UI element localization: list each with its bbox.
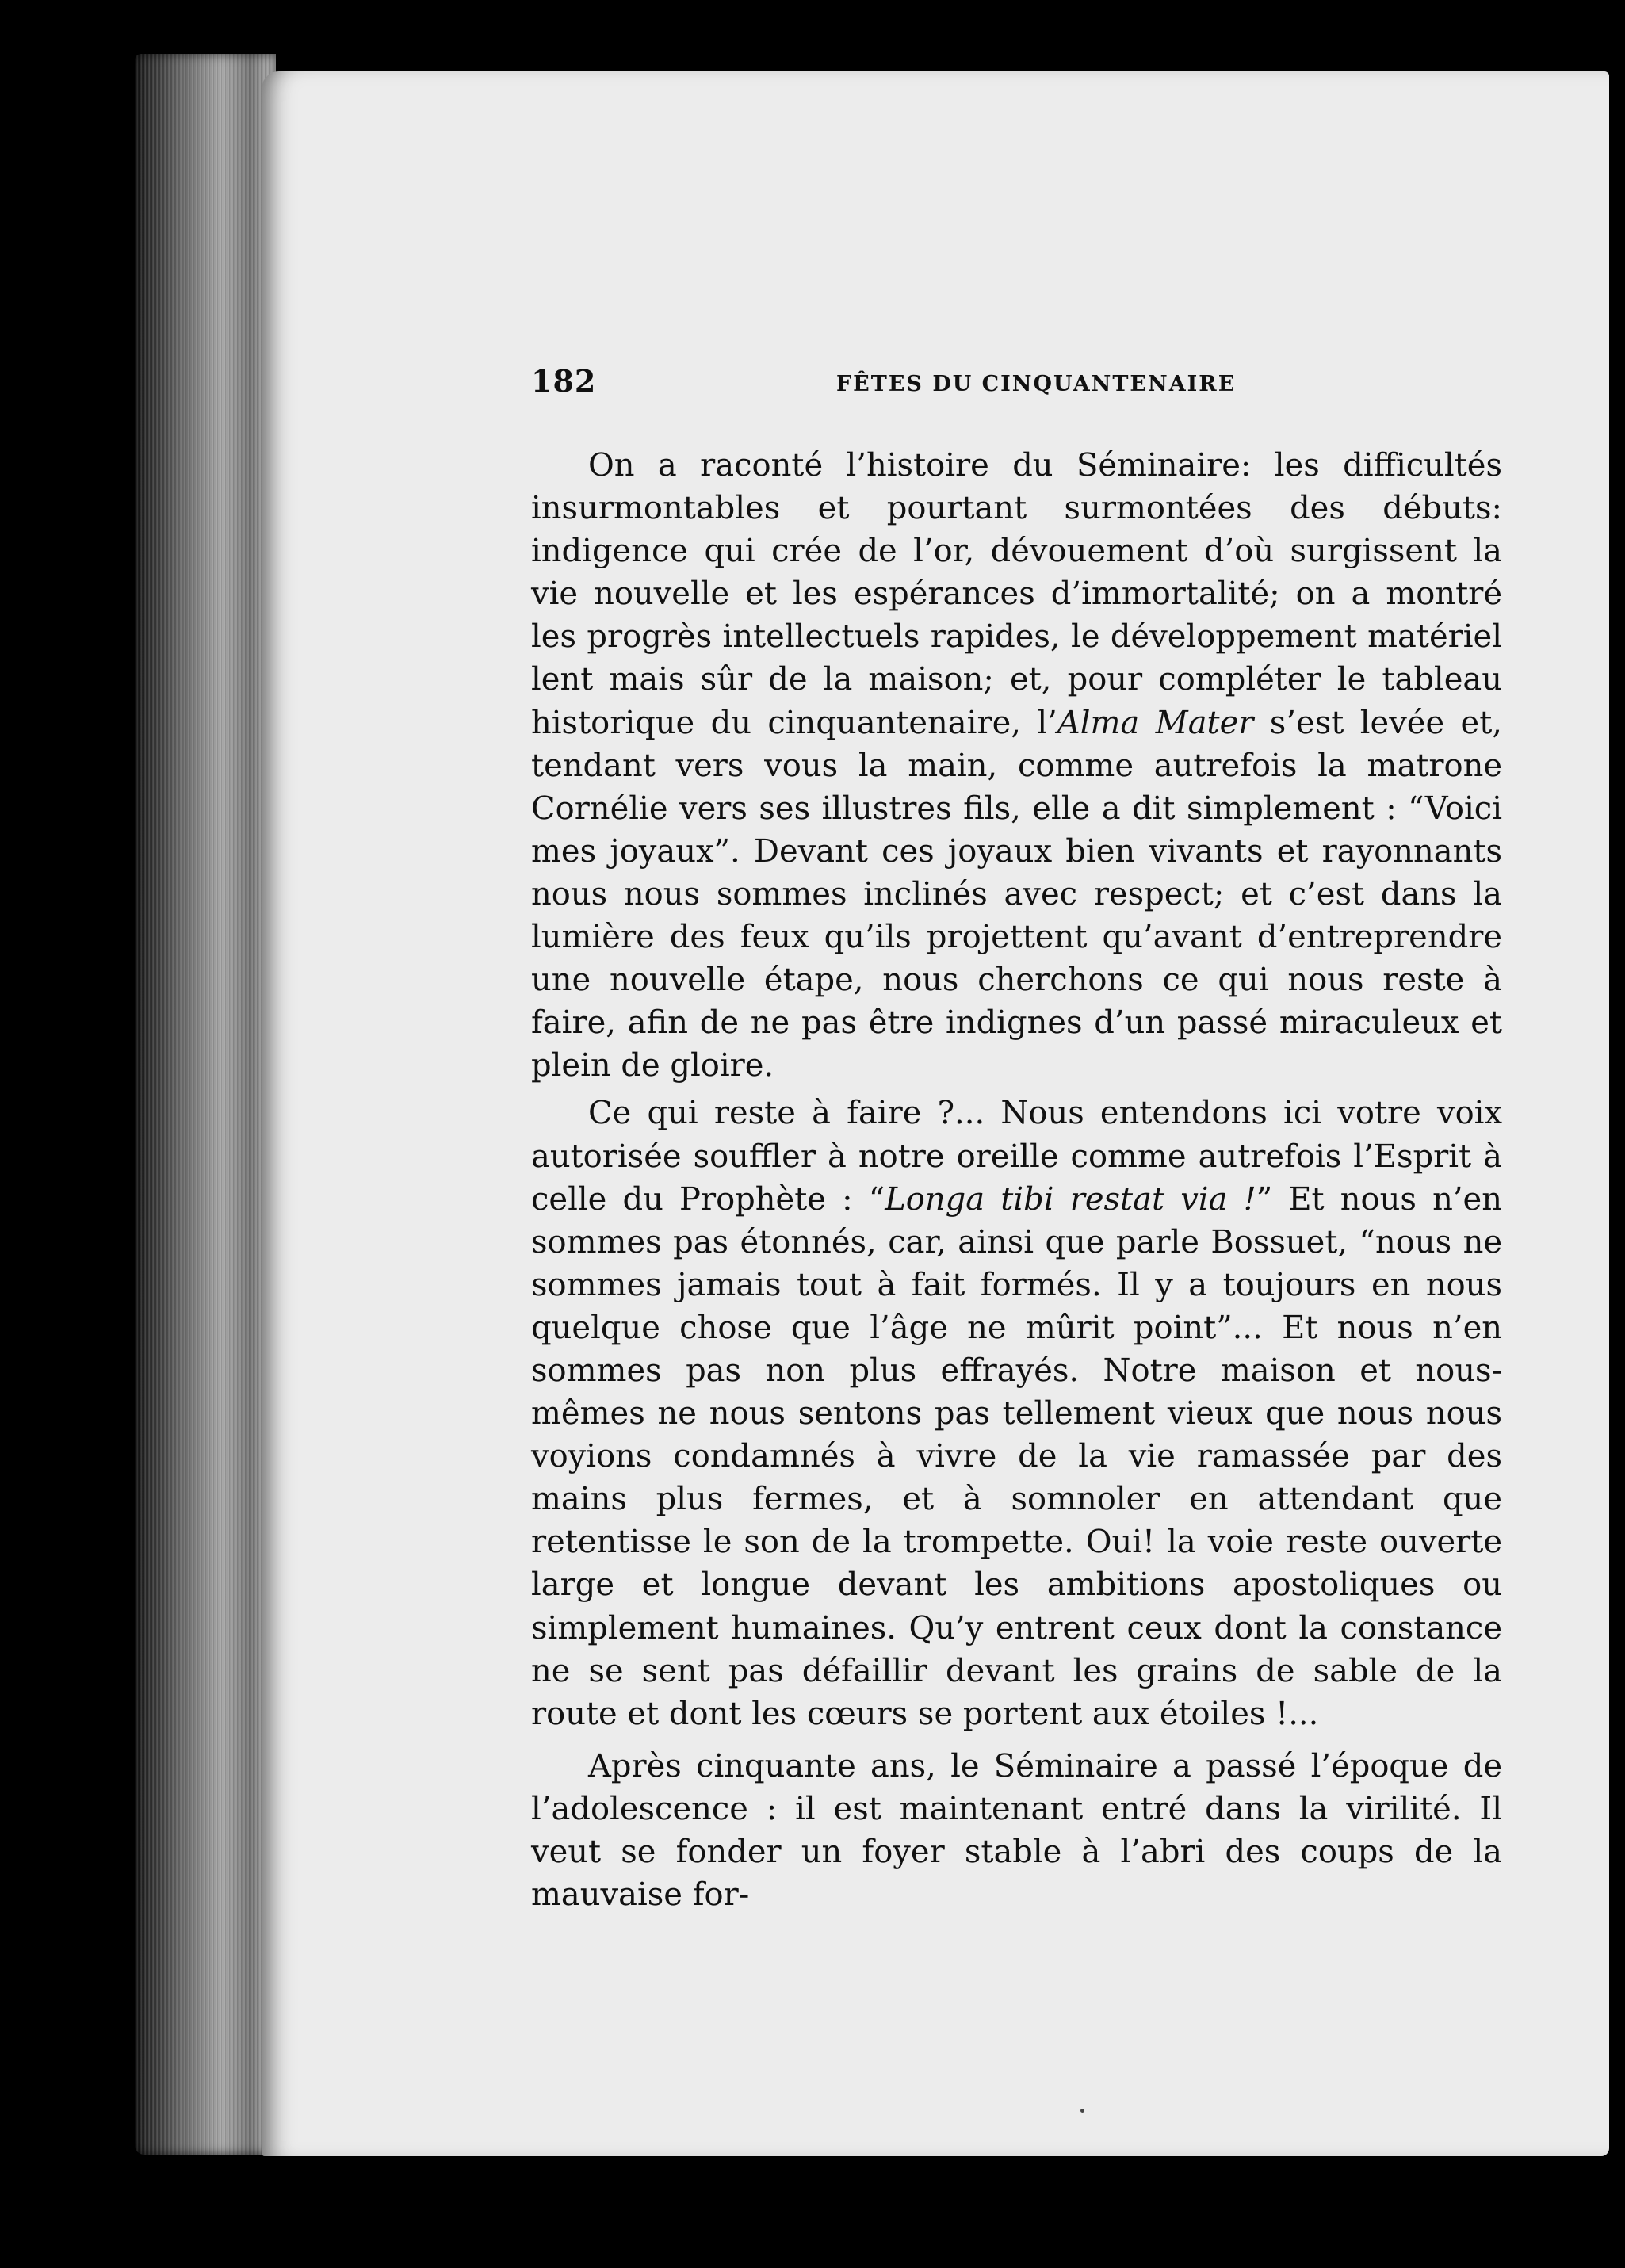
running-head: FÊTES DU CINQUANTENAIRE [836, 372, 1237, 396]
paragraph-2-after-italic: ” Et nous n’en sommes pas étonnés, car, ainsi que parle Bossuet, “nous ne sommes jamais tout à fait formés. Il y a toujours en nous quelque chose que l’âge ne mûrit point”... Et nous n’en sommes pas non plus effrayés. Notre maison et nous-mêmes ne nous sentons pas tellement vieux que nous nous voyions condamnés à vivre de la vie ramassée par des mains plus fermes, et à somnoler en attendant que retentisse le son de la trompette. Oui! la voie reste ouverte large et longue devant les ambitions apostoliques ou simplement humaines. Qu’y entrent ceux dont la constance ne se sent pas défaillir devant les grains de sable de la route et dont les cœurs se portent aux étoiles !... [531, 1180, 1502, 1732]
main-text [531, 444, 1502, 1916]
paragraph-1-after-italic: s’est levée et, tendant vers vous la main, comme autrefois la matrone Cornélie vers ses illustres fils, elle a dit simplement : “Voici mes joyaux”. Devant ces joyaux bien vivants et rayonnants nous nous sommes inclinés avec respect; et c’est dans la lumière des feux qu’ils projettent qu’avant d’entreprendre une nouvelle étape, nous cherchons ce qui nous reste à faire, afin de ne pas être indignes d’un passé miraculeux et plein de gloire. [531, 704, 1502, 1084]
page-header [531, 363, 1506, 419]
paragraph-1-text: On a raconté l’histoire du Séminaire: les difficultés insurmontables et pourtant surmontées des débuts: indigence qui crée de l’or, dévouement d’où surgissent la vie nouvelle et les espérances d’immortalité; on a montré les progrès intellectuels rapides, le développement matériel lent mais sûr de la maison; et, pour compléter le tableau historique du cinquantenaire, l’ [531, 447, 1502, 741]
longa-tibi-italic: Longa tibi restat via ! [885, 1180, 1256, 1218]
paragraph-3 [531, 1745, 1502, 1916]
paragraph-2-text: Ce qui reste à faire ?... Nous entendons ici votre voix autorisée souffler à notre oreille comme autrefois l’Esprit à celle du Prophète : “ [531, 1095, 1502, 1218]
alma-mater-italic: Alma Mater [1057, 704, 1254, 741]
small-page-mark [1080, 2109, 1084, 2113]
paragraph-1 [531, 444, 1502, 1087]
paragraph-3-text: Après cinquante ans, le Séminaire a passé l’époque de l’adolescence : il est maintenant entré dans la virilité. Il veut se fonder un foyer stable à l’abri des coups de la mauvaise for- [531, 1747, 1502, 1914]
page-number: 182 [531, 363, 597, 399]
paragraph-2 [531, 1092, 1502, 1734]
book-page-edge [135, 54, 276, 2155]
